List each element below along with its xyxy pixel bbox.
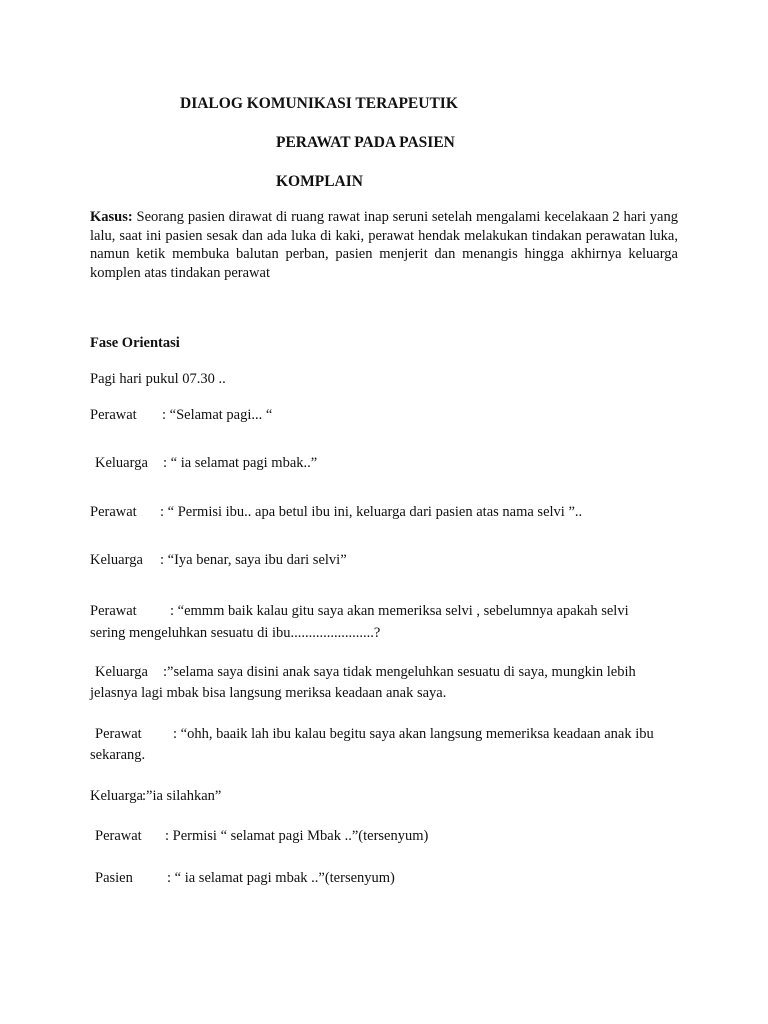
section-heading: Fase Orientasi (90, 335, 180, 351)
dialog-line (95, 455, 317, 472)
time-line: Pagi hari pukul 07.30 .. (90, 371, 226, 387)
case-text: Seorang pasien dirawat di ruang rawat inap seruni setelah mengalami kecelakaan 2 hari yang lalu, saat ini pasien sesak dan ada luka di kaki, perawat hendak melakukan tindakan perawatan luka, namun ketik membuka balutan perban, pasien menjerit dan menangis hingga akhirnya keluarga komplen atas tindakan perawat (90, 209, 678, 282)
dialog-line (95, 726, 654, 743)
speaker-name: Perawat (95, 828, 142, 844)
dialog-line (95, 870, 395, 887)
dialog-line (90, 552, 347, 569)
dialog-text: :”ia silahkan” (142, 788, 222, 804)
case-paragraph (90, 208, 678, 283)
dialog-text: : “ Permisi ibu.. apa betul ibu ini, keluarga dari pasien atas nama selvi ”.. (160, 504, 583, 520)
dialog-line (90, 788, 221, 805)
speaker-name: Perawat (90, 504, 137, 520)
speaker-name: Keluarga (90, 788, 143, 804)
dialog-continuation: jelasnya lagi mbak bisa langsung meriksa keadaan anak saya. (90, 685, 447, 701)
dialog-line (95, 664, 636, 681)
dialog-text: : Permisi “ selamat pagi Mbak ..”(tersenyum) (165, 828, 429, 844)
dialog-text: : “ ia selamat pagi mbak..” (163, 455, 318, 471)
dialog-text: : “ ia selamat pagi mbak ..”(tersenyum) (167, 870, 395, 886)
dialog-line (90, 603, 629, 620)
dialog-text: : “ohh, baaik lah ibu kalau begitu saya akan langsung memeriksa keadaan anak ibu (173, 726, 654, 742)
dialog-text: : “Selamat pagi... “ (162, 407, 273, 423)
title-line-1: DIALOG KOMUNIKASI TERAPEUTIK (180, 95, 458, 112)
speaker-name: Keluarga (90, 552, 143, 568)
speaker-name: Perawat (95, 726, 142, 742)
dialog-line (90, 407, 272, 424)
dialog-line (90, 504, 582, 521)
dialog-text: : “emmm baik kalau gitu saya akan memeriksa selvi , sebelumnya apakah selvi (170, 603, 629, 619)
title-line-2: PERAWAT PADA PASIEN (276, 134, 455, 151)
dialog-continuation: sekarang. (90, 747, 146, 763)
speaker-name: Perawat (90, 407, 137, 423)
dialog-line (95, 828, 428, 845)
speaker-name: Pasien (95, 870, 133, 886)
speaker-name: Keluarga (95, 455, 148, 471)
title-line-3: KOMPLAIN (276, 173, 363, 190)
case-label: Kasus: (90, 209, 133, 225)
dialog-continuation: sering mengeluhkan sesuatu di ibu.......................? (90, 625, 381, 641)
speaker-name: Perawat (90, 603, 137, 619)
dialog-text: :”selama saya disini anak saya tidak mengeluhkan sesuatu di saya, mungkin lebih (163, 664, 636, 680)
dialog-text: : “Iya benar, saya ibu dari selvi” (160, 552, 347, 568)
speaker-name: Keluarga (95, 664, 148, 680)
